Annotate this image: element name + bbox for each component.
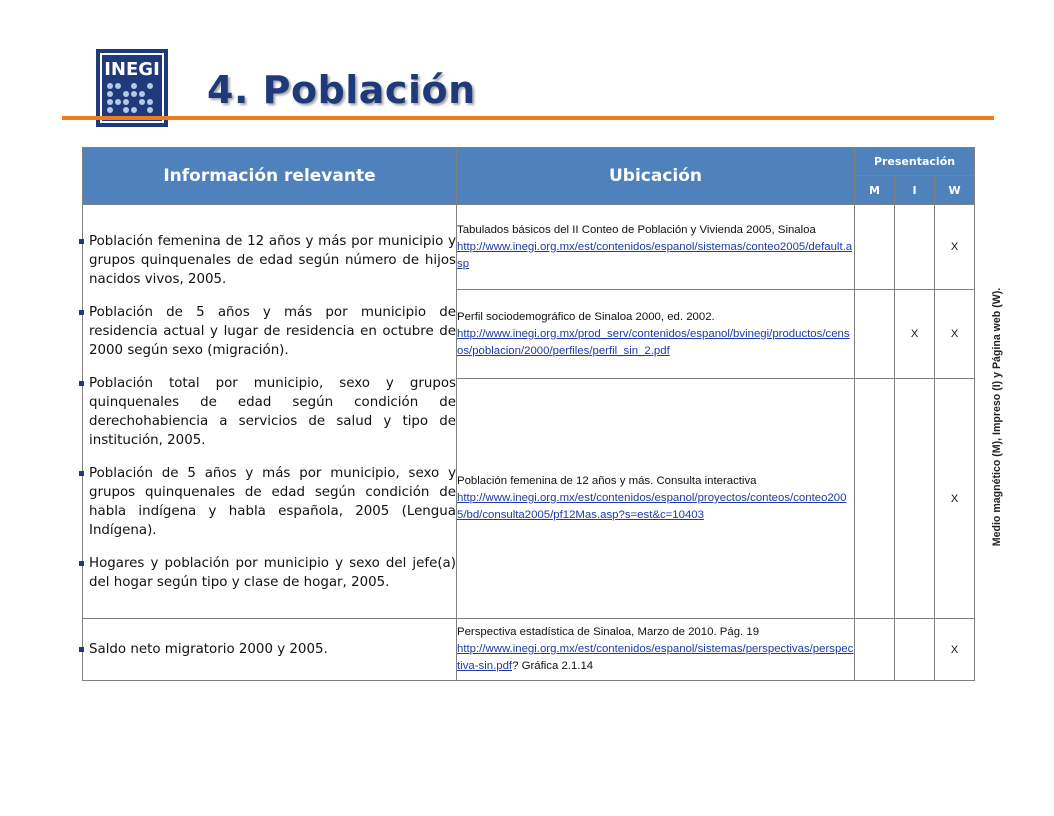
legend-side-note: [990, 267, 1004, 567]
mark-i: [895, 205, 935, 290]
table-row: [83, 205, 975, 290]
source-cell: [457, 379, 855, 619]
info-item: Saldo neto migratorio 2000 y 2005.: [83, 640, 456, 659]
source-text: Población femenina de 12 años y más. Consulta interactiva: [457, 475, 757, 487]
source-link[interactable]: http://www.inegi.org.mx/est/contenidos/espanol/sistemas/conteo2005/default.asp: [457, 240, 853, 270]
info-item: Población de 5 años y más por municipio, sexo y grupos quinquenales de edad según condición de habla indígena y habla española, 2005 (Lengua Indígena).: [83, 464, 456, 540]
title-divider: [62, 116, 994, 120]
header-i: I: [895, 176, 935, 205]
header-ubicacion: Ubicación: [457, 148, 855, 205]
table-row: [83, 619, 975, 681]
header-w: W: [935, 176, 975, 205]
mark-m: [855, 290, 895, 379]
source-cell: [457, 290, 855, 379]
mark-w: X: [935, 290, 975, 379]
source-text: Perfil sociodemográfico de Sinaloa 2000, ed. 2002.: [457, 310, 715, 323]
source-text: Tabulados básicos del II Conteo de Población y Vivienda 2005, Sinaloa: [457, 223, 816, 236]
header-info: Información relevante: [83, 148, 457, 205]
source-link[interactable]: http://www.inegi.org.mx/est/contenidos/espanol/sistemas/perspectivas/perspectiva-sin.pdf: [457, 643, 854, 672]
source-cell: [457, 205, 855, 290]
header-presentacion: Presentación: [855, 148, 975, 176]
population-table: [82, 147, 975, 681]
mark-w: X: [935, 619, 975, 681]
source-cell: [457, 619, 855, 681]
info-item: Población total por municipio, sexo y grupos quinquenales de edad según condición de derechohabiencia a servicios de salud y tipo de institución, 2005.: [83, 374, 456, 450]
source-link[interactable]: http://www.inegi.org.mx/est/contenidos/espanol/proyectos/conteos/conteo2005/bd/consulta2005/pf12Mas.asp?s=est&c=10403: [457, 492, 847, 521]
header-m: M: [855, 176, 895, 205]
mark-i: [895, 619, 935, 681]
source-text: Perspectiva estadística de Sinaloa, Marzo de 2010. Pág. 19: [457, 626, 760, 638]
info-cell: [83, 205, 457, 619]
mark-m: [855, 205, 895, 290]
source-link[interactable]: http://www.inegi.org.mx/prod_serv/contenidos/espanol/bvinegi/productos/censos/poblacion/2000/perfiles/perfil_sin_2.pdf: [457, 327, 850, 357]
logo-text: INEGI: [104, 59, 160, 80]
mark-w: X: [935, 379, 975, 619]
mark-i: X: [895, 290, 935, 379]
info-item: Hogares y población por municipio y sexo del jefe(a) del hogar según tipo y clase de hogar, 2005.: [83, 554, 456, 592]
page-title: 4. Población: [207, 68, 476, 112]
info-item: Población femenina de 12 años y más por municipio y grupos quinquenales de edad según número de hijos nacidos vivos, 2005.: [83, 232, 456, 289]
mark-m: [855, 379, 895, 619]
info-item: Población de 5 años y más por municipio de residencia actual y lugar de residencia en octubre de 2000 según sexo (migración).: [83, 303, 456, 360]
source-suffix: ? Gráfica 2.1.14: [512, 660, 594, 672]
mark-w: X: [935, 205, 975, 290]
info-cell: [83, 619, 457, 681]
side-note-text: Medio magnético (M), Impreso (I) y Página web (W).: [991, 287, 1003, 547]
mark-m: [855, 619, 895, 681]
mark-i: [895, 379, 935, 619]
